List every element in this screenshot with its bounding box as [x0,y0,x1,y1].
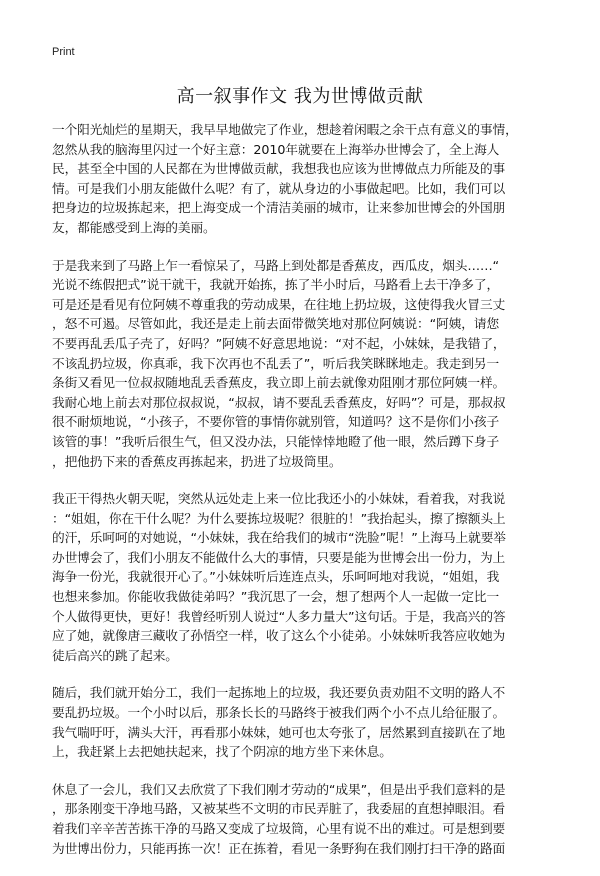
paragraph-1 [52,120,560,238]
paragraph-line: 也想来参加。你能收我做徒弟吗？”我沉思了一会，想了想两个人一起做一定比一 [52,589,500,605]
paragraph-line: 着我们辛辛苦苦拣干净的马路又变成了垃圾筒，心里有说不出的难过。可是想到要 [52,821,506,836]
paragraph-line: 我正干得热火朝天呢，突然从远处走上来一位比我还小的小妹妹，看着我，对我说 [52,491,506,507]
paragraph-2 [52,256,560,472]
paragraph-line: 个人做得更快，更好！我曾经听别人说过“人多力量大”这句话。于是，我高兴的答 [52,608,506,624]
paragraph-line: 情。可是我们小朋友能做什么呢？有了，就从身边的小事做起吧。比如，我们可以 [52,180,506,196]
paragraph-line: 不要再乱丢瓜子壳了，好吗？”阿姨不好意思地说：“对不起，小妹妹，是我错了， [52,335,506,351]
paragraph-3 [52,489,560,665]
paragraph-line: 办世博会了，我们小朋友不能做什么大的事情，只要是能为世博会出一份力，为上 [52,549,506,565]
paragraph-line: 条街又看见一位叔叔随地乱丢香蕉皮，我立即上前去就像劝阻刚才那位阿姨一样。 [52,375,506,391]
paragraph-line: 的汗，乐呵呵的对她说，“小妹妹，我在给我们的城市“洗脸”呢！”上海马上就要举 [52,530,506,546]
paragraph-line: 随后，我们就开始分工，我们一起拣地上的垃圾，我还要负责劝阻不文明的路人不 [52,685,506,701]
paragraph-line: ：“姐姐，你在干什么呢？为什么要拣垃圾呢？很脏的！”我抬起头，擦了擦额头上 [52,510,506,526]
paragraph-5 [52,780,560,858]
paragraph-line: 我耐心地上前去对那位叔叔说，“叔叔，请不要乱丢香蕉皮，好吗”？可是，那叔叔 [52,394,506,410]
paragraph-line: 徒后高兴的跳了起来。 [52,647,178,663]
paragraph-line: 一个阳光灿烂的星期天，我早早地做完了作业，想趁着闲暇之余干点有意义的事情， [52,122,518,137]
paragraph-line: 该管的事！”我听后很生气，但又没办法，只能悻悻地瞪了他一眼，然后蹲下身子 [52,433,500,449]
paragraph-line: 为世博出份力，只能再拣一次！正在拣着，看见一条野狗在我们刚打扫干净的路面 [52,840,506,856]
paragraph-line: 友，都能感受到上海的美丽。 [52,219,216,235]
paragraph-line: 忽然从我的脑海里闪过一个好主意：2010年就要在上海举办世博会了，全上海人 [52,141,500,157]
paragraph-line: 于是我来到了马路上乍一看惊呆了，马路上到处都是香蕉皮，西瓜皮，烟头……“ [52,257,500,273]
paragraph-line: 上，我赶紧上去把她扶起来，找了个阴凉的地方坐下来休息。 [52,744,392,760]
paragraph-line: 把身边的垃圾拣起来，把上海变成一个清洁美丽的城市，让来参加世博会的外国朋 [52,200,506,216]
paragraph-line: 可是还是看见有位阿姨不尊重我的劳动成果，在往地上扔垃圾，这使得我火冒三丈 [52,296,506,312]
paragraph-line: 休息了一会儿，我们又去欣赏了下我们刚才劳动的“成果”，但是出乎我们意料的是 [52,781,506,797]
paragraph-line: 我气喘吁吁，满头大汗，再看那小妹妹，她可也太夸张了，居然累到直接趴在了地 [52,724,506,740]
paragraph-line: 要乱扔垃圾。一个小时以后，那条长长的马路终于被我们两个小不点儿给征服了。 [52,705,506,721]
paragraph-line: 很不耐烦地说，“小孩子，不要你管的事情你就别管，知道吗？这不是你们小孩子 [52,414,500,430]
article-title: 高一叙事作文 我为世博做贡献 [176,86,424,107]
paragraph-line: 应了她，就像唐三藏收了孙悟空一样，收了这么个小徒弟。小妹妹听我答应收她为 [52,628,506,644]
paragraph-line: 光说不练假把式”说干就干，我就开始拣，拣了半小时后，马路看上去干净多了， [52,277,500,293]
article-body [52,120,560,876]
paragraph-line: ，怒不可遏。尽管如此，我还是走上前去面带微笑地对那位阿姨说：“阿姨，请您 [52,316,500,332]
print-link[interactable]: Print [52,46,75,58]
paragraph-4 [52,683,560,761]
paragraph-line: 民，甚至全中国的人民都在为世博做贡献，我想我也应该为世博做点力所能及的事 [52,161,506,177]
paragraph-line: ，把他扔下来的香蕉皮再拣起来，扔进了垃圾筒里。 [52,453,342,469]
paragraph-line: 不该乱扔垃圾，你真乖，我下次再也不乱丢了”，听后我笑眯眯地走。我走到另一 [52,355,500,371]
paragraph-line: 海争一份光，我就很开心了。”小妹妹听后连连点头，乐呵呵地对我说，“姐姐，我 [52,569,500,585]
paragraph-line: ，那条刚变干净地马路，又被某些不文明的市民弄脏了，我委屈的直想掉眼泪。看 [52,801,506,817]
